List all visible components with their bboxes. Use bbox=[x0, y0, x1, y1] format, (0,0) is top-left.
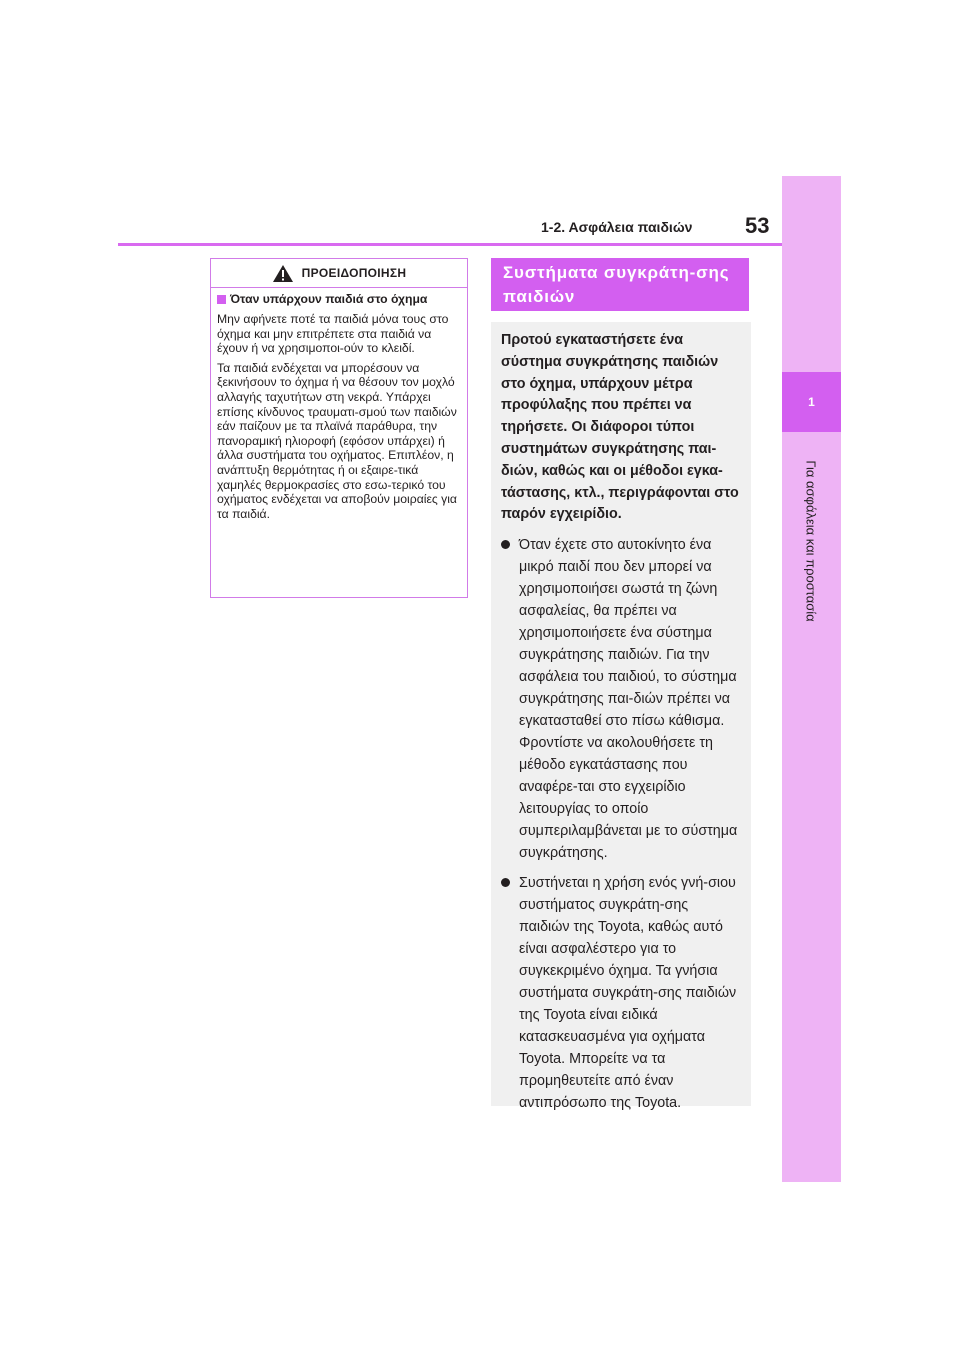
side-chapter-label: Για ασφάλεια και προστασία bbox=[803, 460, 819, 622]
warning-triangle-icon bbox=[272, 264, 294, 283]
warning-box bbox=[210, 258, 468, 598]
round-bullet-icon bbox=[501, 878, 510, 887]
section-header-title: 1-2. Ασφάλεια παιδιών bbox=[541, 219, 693, 235]
warning-subtitle: Όταν υπάρχουν παιδιά στο όχημα bbox=[230, 292, 428, 306]
bullet-text: Όταν έχετε στο αυτοκίνητο ένα μικρό παιδί που δεν μπορεί να χρησιμοποιήσει σωστά τη ζώνη ασφαλείας, θα πρέπει να χρησιμοποιήσετε ένα σύστημα συγκράτησης παιδιών. Για την ασφάλεια του παιδιού, το σύστημα συγκράτησης παι-διών πρέπει να εγκατασταθεί στο πίσω κάθισμα. Φροντίστε να ακολουθήσετε τη μέθοδο εγκατάστασης που αναφέρε-ται στο εγχειρίδιο λειτουργίας το οποίο συμπεριλαμβάνεται με το σύστημα συγκράτησης. bbox=[519, 537, 738, 862]
bullet-text: Συστήνεται η χρήση ενός γνή-σιου συστήματος συγκράτη-σης παιδιών της Toyota, καθώς αυτό είναι ασφαλέστερο για το συγκεκριμένο όχημα. Τα γνήσια συστήματα συγκράτη-σης παιδιών της Toyota είναι ειδικά κατασκευασμένα για οχήματα Toyota. Μπορείτε να τα προμηθευτείτε από έναν αντιπρόσωπο της Toyota. bbox=[519, 875, 737, 1112]
side-chapter-number: 1 bbox=[782, 372, 841, 432]
intro-text: Προτού εγκαταστήσετε ένα σύστημα συγκράτησης παιδιών στο όχημα, υπάρχουν μέτρα προφύλαξης που πρέπει να τηρήσετε. Οι διάφοροι τύποι συστημάτων συγκράτησης παι-διών, καθώς και οι μέθοδοι εγκα-τάστασης, κτλ., περιγράφονται στο παρόν εγχειρίδιο. bbox=[501, 332, 739, 523]
round-bullet-icon bbox=[501, 540, 510, 549]
section-title: Συστήματα συγκράτη-σης παιδιών bbox=[491, 258, 749, 311]
warning-paragraph: Τα παιδιά ενδέχεται να μπορέσουν να ξεκινήσουν το όχημα ή να θέσουν τον μοχλό αλλαγής ταχυτήτων στη νεκρά. Υπάρχει επίσης κίνδυνος τραυματι-σμού των παιδιών εάν παίζουν με τα πλαϊνά παράθυρα, την πανοραμική ηλιοροφή (εφόσον υπάρχει) ή άλλα συστήματα του οχήματος. Επιπλέον, η ανάπτυξη θερμότητας ή οι εξαιρε-τικά χαμηλές θερμοκρασίες στο εσω-τερικό του οχήματος ενδέχεται να αποβούν μοιραίες για τα παιδιά. bbox=[217, 360, 457, 521]
list-item bbox=[501, 534, 741, 864]
header-rule bbox=[118, 243, 782, 246]
bullet-list bbox=[501, 534, 741, 1114]
warning-title: ΠΡΟΕΙΔΟΠΟΙΗΣΗ bbox=[301, 266, 407, 280]
warning-paragraph: Μην αφήνετε ποτέ τα παιδιά μόνα τους στο όχημα και μην επιτρέπετε στα παιδιά να έχουν ή να χρησιμοποι-ούν το κλειδί. bbox=[217, 312, 449, 356]
warning-body bbox=[211, 288, 467, 521]
warning-header bbox=[211, 259, 467, 288]
square-bullet-icon bbox=[217, 295, 226, 304]
warning-subtitle-row bbox=[217, 292, 461, 307]
info-box bbox=[491, 322, 751, 1112]
side-tab bbox=[782, 176, 841, 1182]
list-item bbox=[501, 872, 741, 1114]
page-number: 53 bbox=[745, 213, 770, 238]
